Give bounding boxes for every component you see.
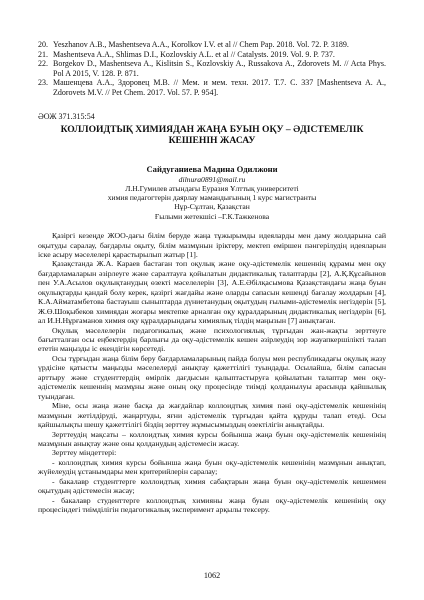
affiliation — [38, 175, 386, 221]
affiliation-program: химия педагогтерін даярлау мамандығының 1 курс магистранты — [107, 193, 317, 203]
list-item: - коллоидтық химия курсы бойынша жаңа буын оқу-әдістемелік кешенінің мазмұнын анықтап, жүйелеудің ұстанымдары мен критерийлерін саралау; — [38, 457, 386, 477]
paragraph: Осы тұрғыдан жаңа білім беру бағдарламаларының пайда болуы мен республикадағы оқулық жазу үрдісіне қатысты маңызды мәселелерді анықтау қажеттілігі туындады. Осылайша, білім сапасын арттыру және студенттердің өмірлік дағдысын қалыптастыруға қойылатын талаптар мен оқу-әдістемелік кешеннің мазмұны және оның оқу процесінде тиімді қолданылуы арасында қайшылық туындаған. — [38, 353, 386, 401]
paragraph: Зерттеу міндеттері: — [52, 448, 117, 458]
reference-item: 23. Машенцева А.А., Здоровец М.В. // Мем. и мем. техн. 2017. Т.7. С. 337 [Mashentseva A. A., Zdorovets M.V. // Pet Chem. 2017. Vol. 57. P. 954]. — [38, 78, 386, 97]
article-title: КОЛЛОИДТЫҚ ХИМИЯДАН ЖАҢА БУЫН ОҚУ – ӘДІСТЕМЕЛІК КЕШЕНІН ЖАСАУ — [60, 123, 364, 147]
reference-list — [38, 40, 386, 98]
affiliation-supervisor: Ғылыми жетекшісі –Г.К.Тажкенова — [154, 211, 270, 221]
paragraph: Қазақстанда Ж.А. Караев бастаған топ оқулық және оқу-әдістемелік кешеннің құрамы мен оқу бағдарламаларын әзірлеуге және саралтауға қойылатын дидактикалық талаптарды [2], А.Қ.Құсайынов пен У.А.Асылов оқулықтанудың өзекті мәселелерін [3], А.Е.Әбілқасымова Қазақстандағы жаңа буын оқулықтарды қандай болу керек, қазіргі жағдайы және оларды сапасын кешенді бағалау жолдарын [4], К.А.Айматамбетова бастауыш сыныптарда дүниетанудың оқытудың ғылыми-әдістемелік негіздерін [5], Ж.Ө.Шоқыбеков химиядан жоғары мектепке арналған оқу құралдарының дидактикалық негіздерін [6], ал И.Н.Нұрғаманов химия оқу құралдарындағы химиялық тілдің маңызын [7] анықтаған. — [38, 259, 386, 326]
page-number: 1062 — [203, 571, 221, 580]
author-email: dilnura0891@mail.ru — [178, 174, 246, 184]
paragraph: Міне, осы жаңа және басқа да жағдайлар коллоидтық химия пәні оқу-әдістемелік кешенінің мазмұнын жетілдіруді, жаңартуды, яғни әдістемелік тұрғыдан қайта құруды талап етеді. Осы қайшылықты шешу қажеттілігі біздің зерттеу жұмысымыздың өзектілігін анықтайды. — [38, 401, 386, 430]
author-name: Сайдуганиева Мадина Одилжони — [146, 163, 278, 174]
reference-item: 21. Mashentseva A.A., Shlimas D.I., Kozlovskiy A.L. et al // Catalysts. 2019. Vol. 9. P. 737. — [38, 49, 335, 59]
list-item: - бакалавр студенттерге коллоидтық химия сабақтарын жаңа буын оқу-әдістемелік кешенмен оқытудың әдістемесін жасау; — [38, 476, 386, 496]
udc-code: ӘОЖ 371.315:54 — [38, 111, 95, 121]
article-body — [38, 231, 386, 515]
reference-item: 20. Yeszhanov A.B., Mashentseva A.A., Korolkov I.V. et al // Chem Pap. 2018. Vol. 72. P. 3189. — [38, 40, 349, 49]
list-item: - бакалавр студенттерге коллоидтық химияны жаңа буын оқу-әдістемелік кешенінің оқу процесіндегі тиімділігін педагогикалық эксперимент арқылы тексеру. — [38, 495, 386, 515]
paragraph: Зерттеудің мақсаты – коллоидтық химия курсы бойынша жаңа буын оқу-әдістемелік кешенінің мазмұнын анықтау және оны қолданудың әдістемесін жасау. — [38, 429, 386, 449]
paragraph: Қазіргі кезеңде ЖОО-дағы білім беруде жаңа тұжырымды идеяларды мен даму жолдарына сай оқытуды саралау, бағдарлы оқыту, білім мазмұнын іріктеру, мектеп еміршен пәнгерілудің идеяларын іске асыру мәселелері қарастырылып жатыр [1]. — [38, 231, 386, 259]
paragraph: Оқулық мәселелерін педагогикалық және психологиялық тұрғыдан жан-жақты зерттеуге бағытталған осы еңбектердің барлығы да оқу-әдістемелік кешен әзірлеудің зор жауапкершілікті талап ететін маңызды іс екендігін көрсетеді. — [38, 325, 386, 354]
affiliation-city: Нұр-Сұлтан, Қазақстан — [174, 202, 250, 212]
reference-item: 22. Borgekov D., Mashentseva A., Kislitsin S., Kozlovskiy A., Russakova A., Zdorovets M. // Acta Phys. Pol A 2015, V. 128. P. 871. — [38, 59, 386, 78]
affiliation-university: Л.Н.Гумилев атындағы Еуразия Ұлттық университеті — [125, 183, 299, 193]
